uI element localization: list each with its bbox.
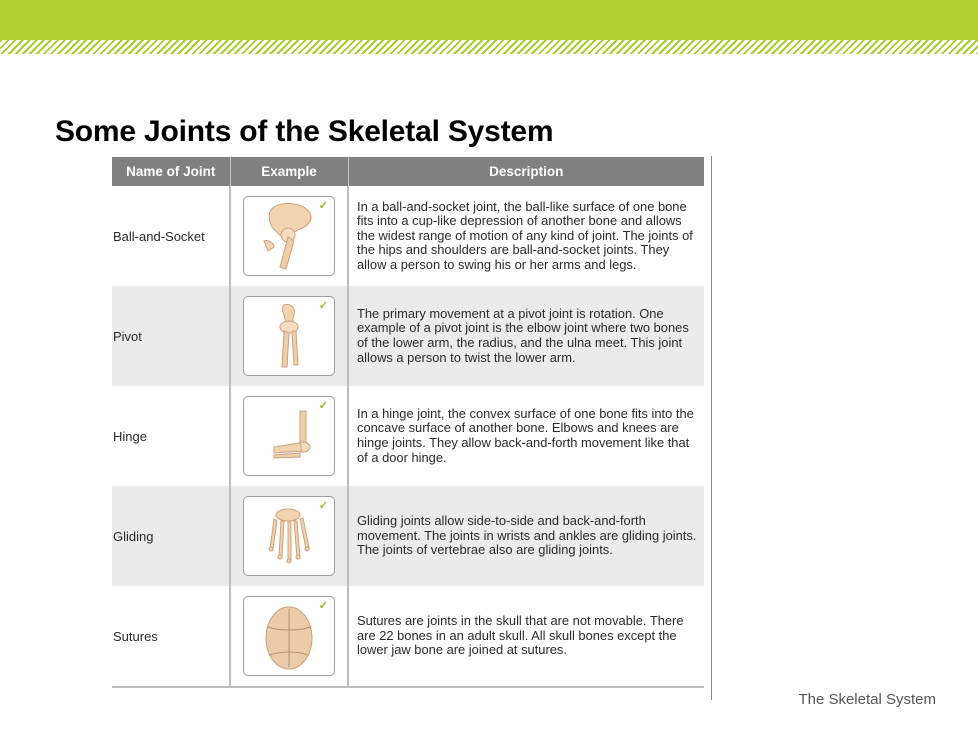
hip-joint-icon — [244, 197, 334, 275]
joint-name: Gliding — [112, 486, 230, 586]
example-cell — [230, 386, 348, 486]
table-row — [112, 386, 704, 486]
checkmark-icon: ✓ — [318, 600, 328, 612]
example-cell — [230, 186, 348, 286]
joint-description: Sutures are joints in the skull that are not movable. There are 22 bones in an adult skull. All skull bones except the lower jaw bone are joined at sutures. — [348, 586, 704, 687]
checkmark-icon: ✓ — [318, 200, 328, 212]
checkmark-icon: ✓ — [318, 300, 328, 312]
header-example: Example — [230, 157, 348, 186]
hand-bones-icon — [244, 497, 334, 575]
footer-label: The Skeletal System — [798, 691, 936, 708]
example-cell — [230, 486, 348, 586]
table-row — [112, 186, 704, 286]
joint-name: Sutures — [112, 586, 230, 687]
example-cell — [230, 586, 348, 687]
example-image-box[interactable] — [243, 596, 335, 676]
slide-title: Some Joints of the Skeletal System — [55, 115, 554, 148]
skull-top-icon — [244, 597, 334, 675]
joint-name: Pivot — [112, 286, 230, 386]
header-name-of-joint: Name of Joint — [112, 157, 230, 186]
table-row — [112, 286, 704, 386]
example-cell — [230, 286, 348, 386]
joints-table — [112, 157, 704, 688]
knee-joint-icon — [244, 397, 334, 475]
checkmark-icon: ✓ — [318, 500, 328, 512]
table-row — [112, 586, 704, 687]
joint-description: In a ball-and-socket joint, the ball-like surface of one bone fits into a cup-like depression of another bone and allows the widest range of motion of any kind of joint. The joints of the hips and shoulders are ball-and-socket joints. They allow a person to swing his or her arms and legs. — [357, 198, 693, 272]
joint-name: Ball-and-Socket — [112, 186, 230, 286]
elbow-joint-icon — [244, 297, 334, 375]
header-description: Description — [348, 157, 704, 186]
joint-name: Hinge — [112, 386, 230, 486]
checkmark-icon: ✓ — [318, 400, 328, 412]
joint-description: The primary movement at a pivot joint is rotation. One example of a pivot joint is the elbow joint where two bones of the lower arm, the radius, and the ulna meet. This joint allows a person to twist the lower arm. — [348, 286, 704, 386]
joint-description: Gliding joints allow side-to-side and back-and-forth movement. The joints in wrists and ankles are gliding joints. The joints of vertebrae also are gliding joints. — [348, 486, 704, 586]
table-row — [112, 486, 704, 586]
example-image-box[interactable] — [243, 196, 335, 276]
example-image-box[interactable] — [243, 396, 335, 476]
joint-description: In a hinge joint, the convex surface of one bone fits into the concave surface of another bone. Elbows and knees are hinge joints. They allow back-and-forth movement like that of a door hinge. — [357, 405, 694, 465]
top-accent-band — [0, 0, 978, 40]
example-image-box[interactable] — [243, 496, 335, 576]
table-header-row — [112, 157, 704, 186]
table-right-rule — [711, 156, 712, 700]
example-image-box[interactable] — [243, 296, 335, 376]
hatch-stripe-band — [0, 40, 978, 54]
